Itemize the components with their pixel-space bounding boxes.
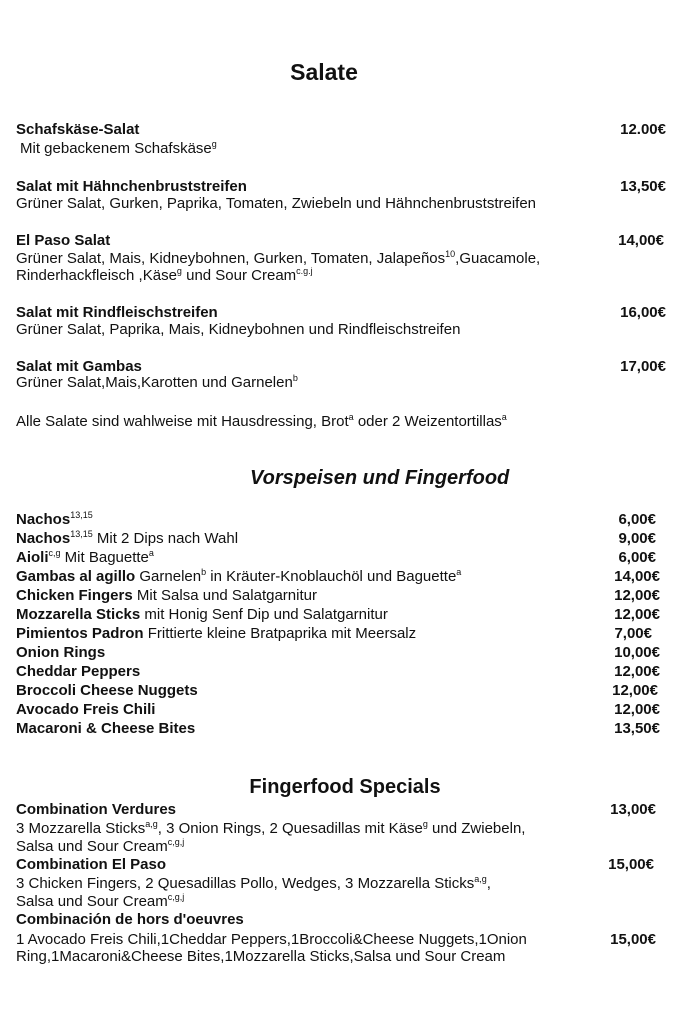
item-price: 14,00€ [614, 568, 660, 585]
allergen-note: g [422, 819, 428, 829]
note-text: oder 2 Weizentortillas [353, 413, 502, 430]
item-price: 17,00€ [620, 358, 666, 375]
menu-item [16, 644, 105, 662]
item-description: Frittierte kleine Bratpaprika mit Meersalz [143, 625, 417, 642]
item-name: Broccoli Cheese Nuggets [16, 682, 198, 699]
item-price: 10,00€ [614, 644, 660, 661]
item-price: 7,00€ [614, 625, 652, 642]
item-description: Grüner Salat, Paprika, Mais, Kidneybohnen und Rindfleischstreifen [16, 321, 461, 338]
item-price: 12.00€ [620, 121, 666, 138]
allergen-note: c,g [48, 548, 61, 558]
note-text: Alle Salate sind wahlweise mit Hausdressing, Brot [16, 413, 349, 430]
item-description: , 3 Onion Rings, 2 Quesadillas mit Käse [157, 820, 423, 837]
allergen-note: g [211, 139, 217, 149]
item-price: 6,00€ [618, 549, 656, 566]
item-price: 13,50€ [620, 178, 666, 195]
item-price: 12,00€ [614, 606, 660, 623]
item-description: Rinderhackfleisch ,Käse [16, 267, 177, 284]
allergen-note: a [148, 548, 154, 558]
allergen-note: a [456, 567, 462, 577]
item-price: 13,00€ [610, 801, 656, 818]
section-title-specials: Fingerfood Specials [249, 776, 441, 798]
menu-item [16, 606, 388, 624]
item-price: 15,00€ [608, 856, 654, 873]
allergen-note: a [501, 412, 507, 422]
item-description: Grüner Salat, Gurken, Paprika, Tomaten, Zwiebeln und Hähnchenbruststreifen [16, 195, 537, 212]
item-name: Pimientos Padron [16, 625, 144, 642]
item-price: 12,00€ [614, 663, 660, 680]
section-title-salate: Salate [290, 59, 358, 85]
item-price: 12,00€ [614, 701, 660, 718]
item-description: 3 Mozzarella Sticks [16, 820, 146, 837]
item-price: 15,00€ [610, 931, 656, 948]
item-description: mit Honig Senf Dip und Salatgarnitur [140, 606, 388, 623]
item-description: und Sour Cream [181, 267, 297, 284]
menu-item [16, 587, 317, 605]
menu-item [16, 511, 93, 529]
item-name: Gambas al agillo [16, 568, 136, 585]
allergen-note: 10 [445, 249, 456, 259]
menu-item [16, 720, 195, 738]
item-description: Salsa und Sour Cream [16, 838, 168, 855]
item-description: Mit Salsa und Salatgarnitur [132, 587, 317, 604]
item-price: 9,00€ [618, 530, 656, 547]
item-price: 14,00€ [618, 232, 664, 249]
item-description: und Zwiebeln, [427, 820, 526, 837]
menu-item [16, 568, 461, 586]
item-description: ,Guacamole, [455, 250, 541, 267]
item-name: Schafskäse-Salat [16, 121, 140, 138]
section-title-vorspeisen: Vorspeisen und Fingerfood [250, 467, 510, 489]
allergen-note: 13,15 [70, 510, 93, 520]
allergen-note: c,g,j [167, 837, 185, 847]
item-description: Mit Baguette [60, 549, 149, 566]
item-name: Avocado Freis Chili [16, 701, 156, 718]
item-description: Mit gebackenem Schafskäse [20, 140, 212, 157]
menu-item [16, 701, 155, 719]
menu-item [16, 625, 416, 643]
item-name: Onion Rings [16, 644, 106, 661]
item-name: Salat mit Rindfleischstreifen [16, 304, 218, 321]
allergen-note: c.g.j [296, 266, 313, 276]
item-price: 6,00€ [618, 511, 656, 528]
item-price: 16,00€ [620, 304, 666, 321]
item-name: Mozzarella Sticks [16, 606, 141, 623]
item-description: Grüner Salat, Mais, Kidneybohnen, Gurken, Tomaten, Jalapeños [16, 250, 446, 267]
item-description: 3 Chicken Fingers, 2 Quesadillas Pollo, Wedges, 3 Mozzarella Sticks [16, 875, 475, 892]
item-description: 1 Avocado Freis Chili,1Cheddar Peppers,1Broccoli&Cheese Nuggets,1Onion [16, 931, 527, 948]
item-name: Combination El Paso [16, 856, 167, 873]
item-name: Salat mit Hähnchenbruststreifen [16, 178, 247, 195]
item-name: Chicken Fingers [16, 587, 133, 604]
item-description: Garnelen [135, 568, 202, 585]
item-name: Macaroni & Cheese Bites [16, 720, 196, 737]
item-price: 13,50€ [614, 720, 660, 737]
menu-item [16, 549, 154, 567]
item-name: Combinación de hors d'oeuvres [16, 911, 244, 928]
item-price: 12,00€ [614, 587, 660, 604]
item-price: 12,00€ [612, 682, 658, 699]
allergen-note: b [292, 373, 298, 383]
allergen-note: b [201, 567, 207, 577]
allergen-note: a [348, 412, 354, 422]
allergen-note: c,g,j [167, 892, 185, 902]
menu-item [16, 530, 238, 548]
item-name: El Paso Salat [16, 232, 111, 249]
allergen-note: 13,15 [70, 529, 93, 539]
allergen-note: g [176, 266, 182, 276]
item-description: Ring,1Macaroni&Cheese Bites,1Mozzarella Sticks,Salsa und Sour Cream [16, 948, 506, 965]
item-name: Nachos [16, 511, 71, 528]
item-name: Salat mit Gambas [16, 358, 142, 375]
item-description: , [486, 875, 491, 892]
item-description: Salsa und Sour Cream [16, 893, 168, 910]
allergen-note: a,g [474, 874, 487, 884]
item-description: Grüner Salat,Mais,Karotten und Garnelen [16, 374, 293, 391]
item-name: Nachos [16, 530, 71, 547]
item-name: Aioli [16, 549, 49, 566]
menu-item [16, 682, 198, 700]
item-description: in Kräuter-Knoblauchöl und Baguette [206, 568, 457, 585]
menu-item [16, 663, 140, 681]
item-name: Cheddar Peppers [16, 663, 141, 680]
item-name: Combination Verdures [16, 801, 177, 818]
allergen-note: a,g [145, 819, 158, 829]
item-description: Mit 2 Dips nach Wahl [92, 530, 239, 547]
salate-note [16, 413, 507, 431]
